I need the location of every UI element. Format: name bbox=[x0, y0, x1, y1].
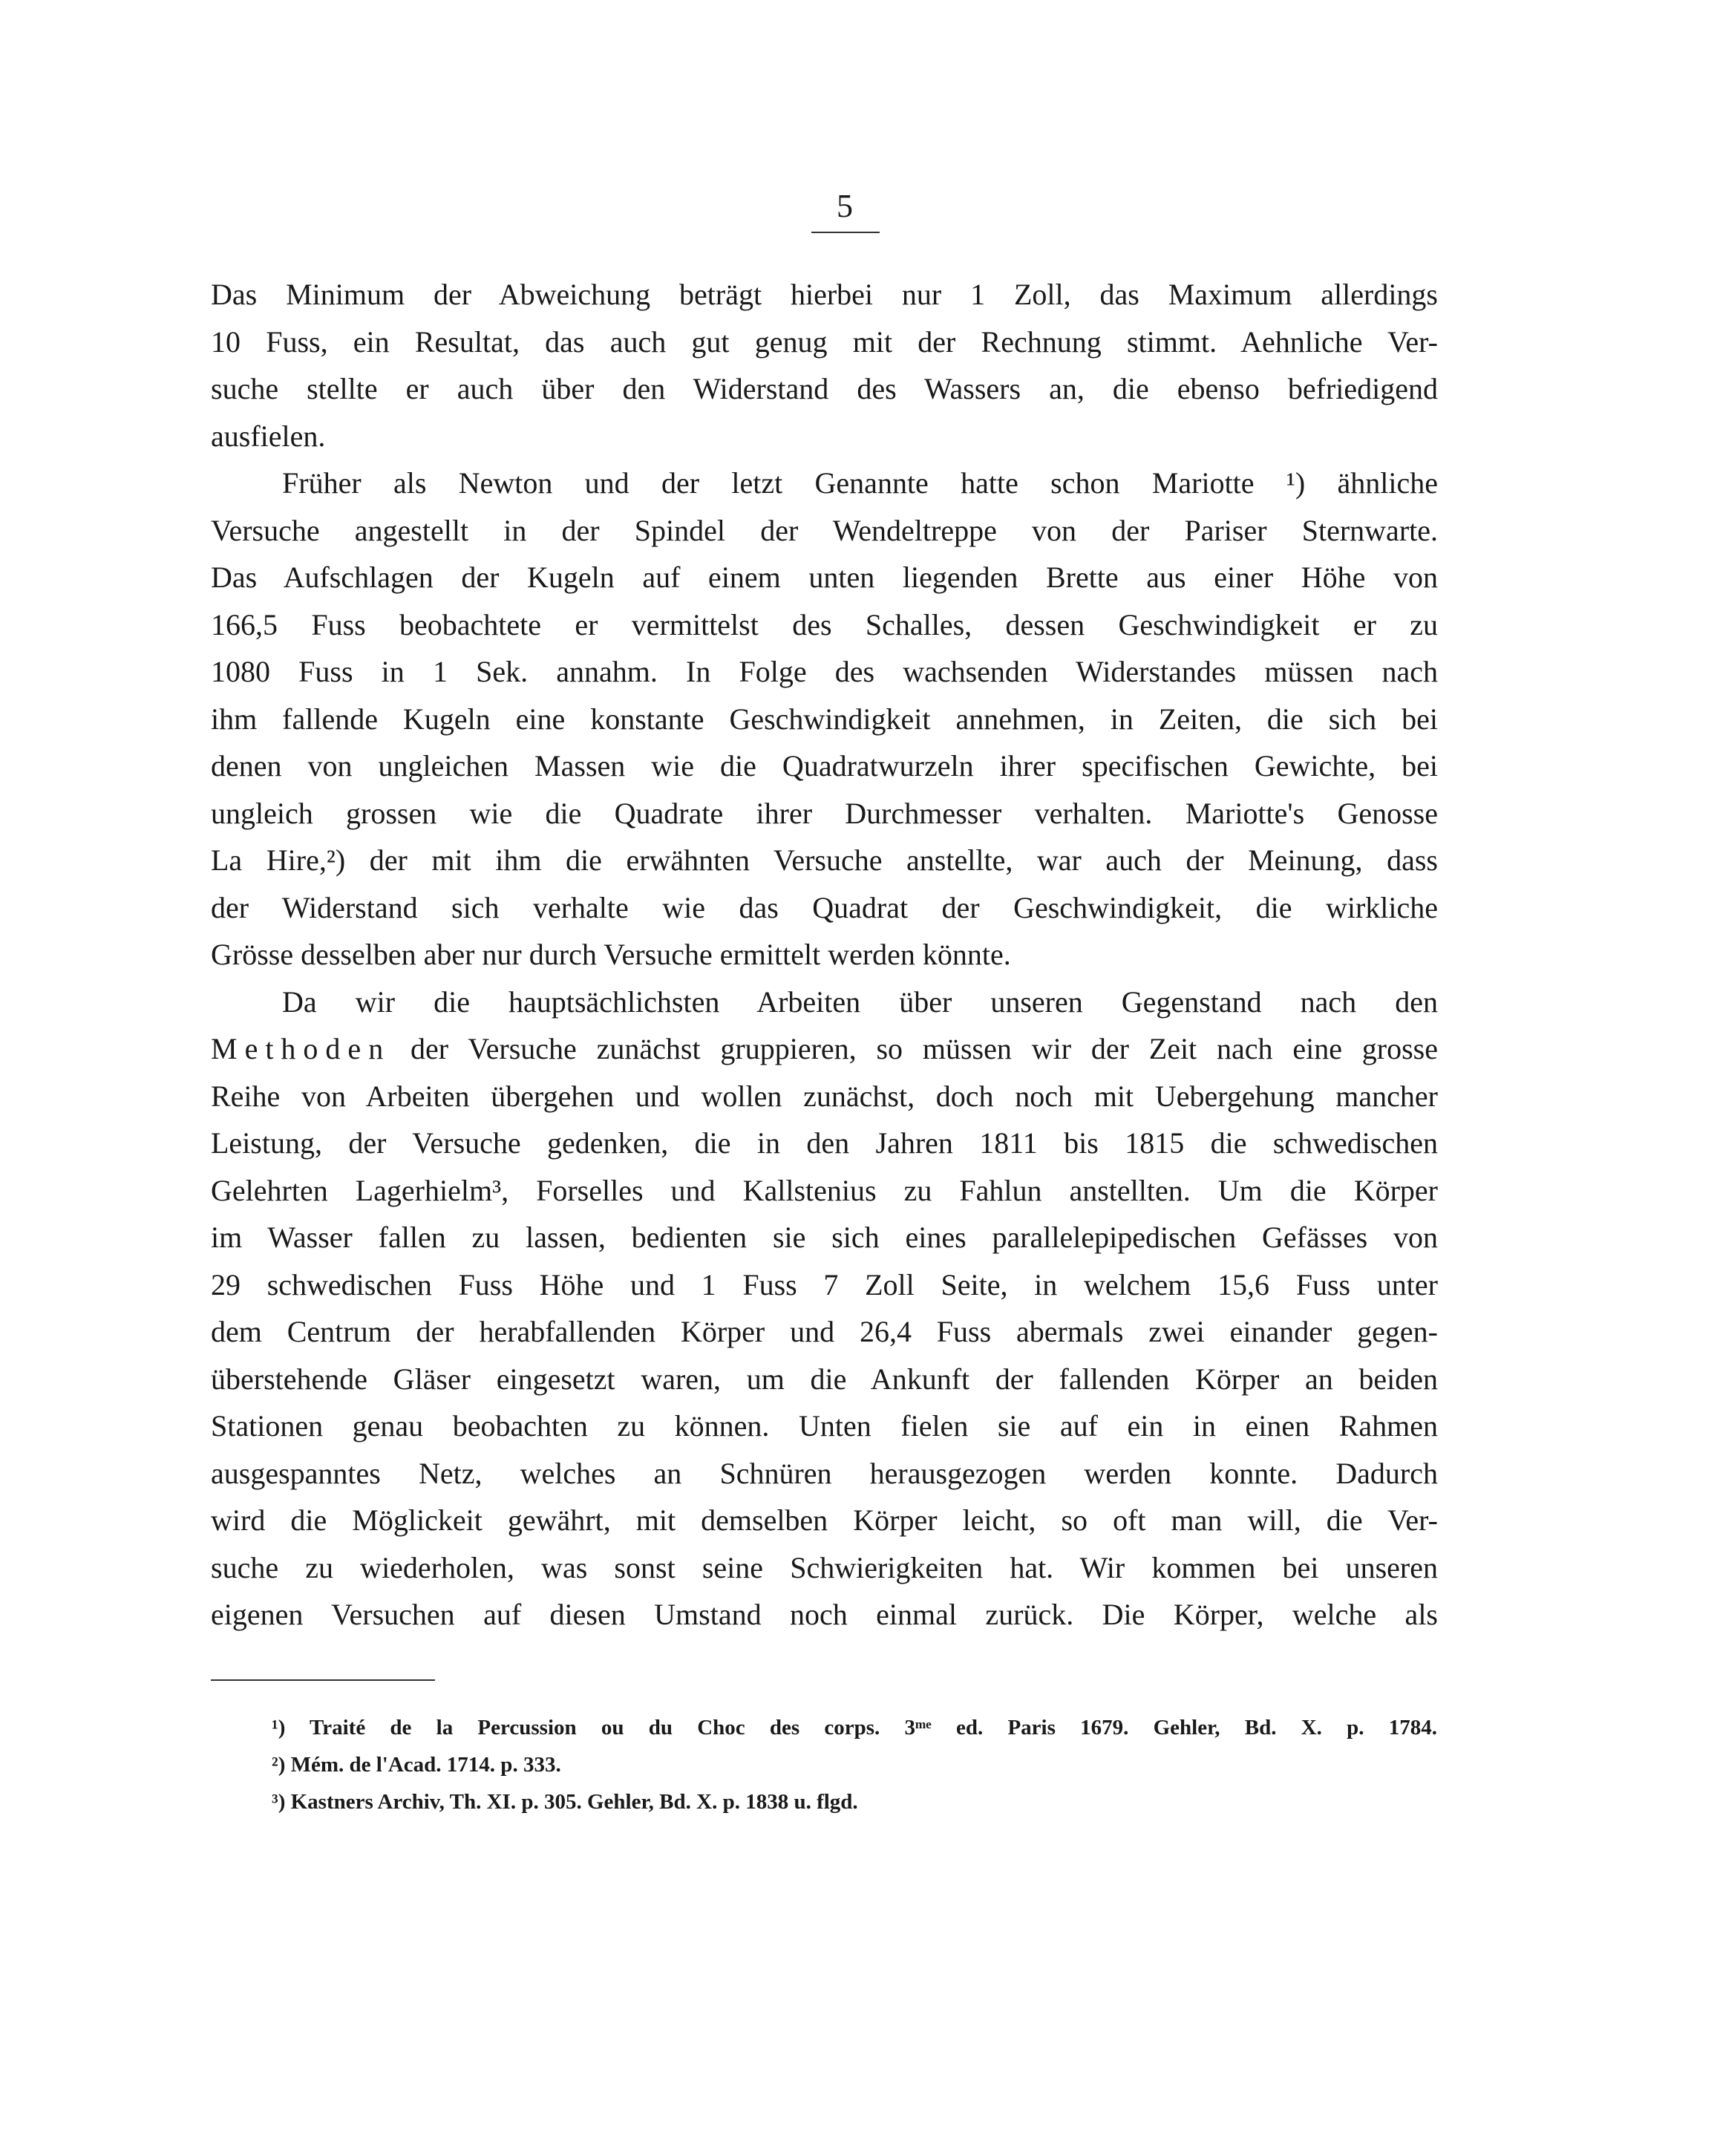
text-line-with-spaced-word bbox=[211, 1025, 1438, 1073]
footnote-1: ¹) Traité de la Percussion ou du Choc des corps. 3ᵐᵉ ed. Paris 1679. Gehler, Bd. X. p. 1784. bbox=[272, 1716, 1437, 1740]
footnote-3: ³) Kastners Archiv, Th. XI. p. 305. Gehler, Bd. X. p. 1838 u. flgd. bbox=[272, 1790, 858, 1814]
text-line: suche zu wiederholen, was sonst seine Schwierigkeiten hat. Wir kommen bei unseren bbox=[211, 1550, 1438, 1584]
text-line: Stationen genau beobachten zu können. Unten fielen sie auf ein in einen Rahmen bbox=[211, 1409, 1438, 1443]
text-line: ausfielen. bbox=[211, 419, 326, 453]
text-line: Leistung, der Versuche gedenken, die in den Jahren 1811 bis 1815 die schwedischen bbox=[211, 1126, 1438, 1160]
text-line: 10 Fuss, ein Resultat, das auch gut genug mit der Rechnung stimmt. Aehnliche Ver- bbox=[211, 324, 1438, 359]
footnote-rule bbox=[211, 1679, 435, 1681]
text-line: Reihe von Arbeiten übergehen und wollen zunächst, doch noch mit Uebergehung mancher bbox=[211, 1079, 1438, 1113]
page-number-rule bbox=[811, 232, 880, 233]
text-line: Grösse desselben aber nur durch Versuche ermittelt werden könnte. bbox=[211, 938, 1011, 971]
text-line: Früher als Newton und der letzt Genannte hatte schon Mariotte ¹) ähnliche bbox=[282, 466, 1438, 500]
spaced-word: Methoden bbox=[211, 1032, 391, 1065]
text-line: denen von ungleichen Massen wie die Quadratwurzeln ihrer specifischen Gewichte, bei bbox=[211, 749, 1438, 783]
text-line: Da wir die hauptsächlichsten Arbeiten über unseren Gegenstand nach den bbox=[282, 984, 1438, 1019]
body-text bbox=[211, 271, 1438, 1639]
text-line: 1080 Fuss in 1 Sek. annahm. In Folge des wachsenden Widerstandes müssen nach bbox=[211, 655, 1438, 688]
text-line: Versuche angestellt in der Spindel der Wendeltreppe von der Pariser Sternwarte. bbox=[211, 513, 1438, 547]
text-line: Gelehrten Lagerhielm³, Forselles und Kallstenius zu Fahlun anstellten. Um die Körper bbox=[211, 1173, 1438, 1207]
text-line-rest: der Versuche zunächst gruppieren, so müssen wir der Zeit nach eine grosse bbox=[411, 1032, 1438, 1065]
text-line: ungleich grossen wie die Quadrate ihrer Durchmesser verhalten. Mariotte's Genosse bbox=[211, 796, 1438, 830]
text-line: Das Aufschlagen der Kugeln auf einem unten liegenden Brette aus einer Höhe von bbox=[211, 561, 1438, 594]
text-line: überstehende Gläser eingesetzt waren, um die Ankunft der fallenden Körper an beiden bbox=[211, 1362, 1438, 1396]
text-line: 29 schwedischen Fuss Höhe und 1 Fuss 7 Zoll Seite, in welchem 15,6 Fuss unter bbox=[211, 1267, 1438, 1301]
text-line: dem Centrum der herabfallenden Körper und 26,4 Fuss abermals zwei einander gegen- bbox=[211, 1315, 1438, 1348]
text-line: ihm fallende Kugeln eine konstante Geschwindigkeit annehmen, in Zeiten, die sich bei bbox=[211, 702, 1438, 736]
footnote-2: ²) Mém. de l'Acad. 1714. p. 333. bbox=[272, 1753, 561, 1777]
text-line: suche stellte er auch über den Widerstand des Wassers an, die ebenso befriedigend bbox=[211, 372, 1438, 405]
text-line: im Wasser fallen zu lassen, bedienten sie sich eines parallelepipedischen Gefässes von bbox=[211, 1221, 1438, 1254]
text-line: La Hire,²) der mit ihm die erwähnten Versuche anstellte, war auch der Meinung, dass bbox=[211, 843, 1438, 877]
text-line: der Widerstand sich verhalte wie das Quadrat der Geschwindigkeit, die wirkliche bbox=[211, 890, 1438, 924]
text-line: wird die Möglickeit gewährt, mit demselben Körper leicht, so oft man will, die Ver- bbox=[211, 1503, 1438, 1537]
text-line: Das Minimum der Abweichung beträgt hierbei nur 1 Zoll, das Maximum allerdings bbox=[211, 278, 1438, 311]
page-number: 5 bbox=[837, 188, 853, 224]
footnotes bbox=[272, 1709, 1437, 1820]
text-line: 166,5 Fuss beobachtete er vermittelst des Schalles, dessen Geschwindigkeit er zu bbox=[211, 607, 1438, 641]
text-line: ausgespanntes Netz, welches an Schnüren herausgezogen werden konnte. Dadurch bbox=[211, 1456, 1438, 1490]
text-line: eigenen Versuchen auf diesen Umstand noch einmal zurück. Die Körper, welche als bbox=[211, 1598, 1438, 1631]
